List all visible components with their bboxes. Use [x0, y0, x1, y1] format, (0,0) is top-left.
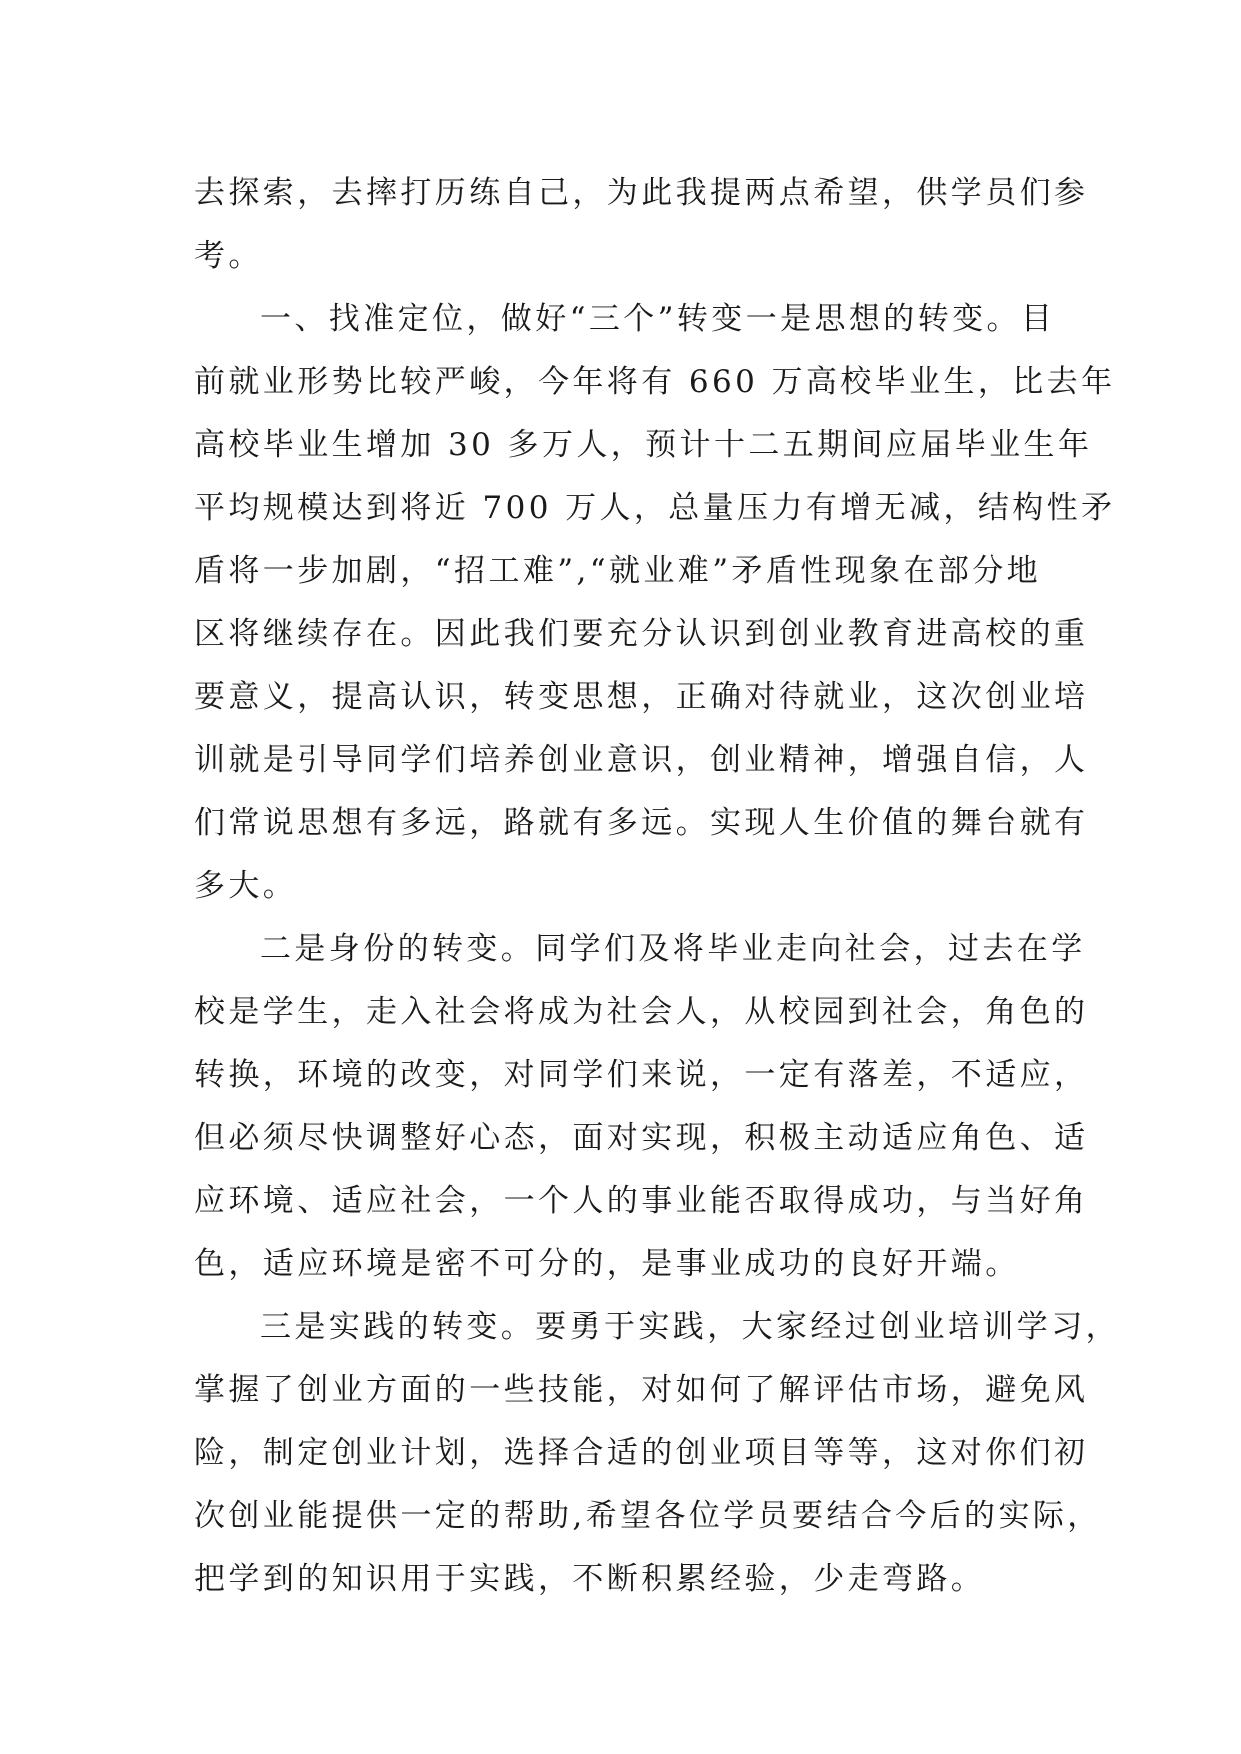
text-line: 应环境、适应社会，一个人的事业能否取得成功，与当好角	[194, 1183, 1089, 1219]
text-line: 前就业形势比较严峻，今年将有 660 万高校毕业生，比去年	[194, 364, 1116, 400]
text-line: 考。	[194, 238, 263, 274]
text-line: 校是学生，走入社会将成为社会人，从校园到社会，角色的	[194, 994, 1089, 1030]
paragraph-start-line: 三是实践的转变。要勇于实践，大家经过创业培训学习，	[260, 1309, 1120, 1345]
text-line: 次创业能提供一定的帮助,希望各位学员要结合今后的实际，	[194, 1498, 1102, 1534]
paragraph-start-line: 二是身份的转变。同学们及将毕业走向社会，过去在学	[260, 931, 1086, 967]
text-line: 区将继续存在。因此我们要充分认识到创业教育进高校的重	[194, 616, 1089, 652]
text-line: 色，适应环境是密不可分的，是事业成功的良好开端。	[194, 1246, 1020, 1282]
text-line: 把学到的知识用于实践，不断积累经验，少走弯路。	[194, 1561, 986, 1597]
text-line: 但必须尽快调整好心态，面对实现，积极主动适应角色、适	[194, 1120, 1089, 1156]
text-line: 训就是引导同学们培养创业意识，创业精神，增强自信，人	[194, 742, 1089, 778]
paragraph-start-line: 一、找准定位，做好“三个”转变一是思想的转变。目	[260, 301, 1056, 337]
text-line: 要意义，提高认识，转变思想，正确对待就业，这次创业培	[194, 679, 1089, 715]
text-line: 高校毕业生增加 30 多万人，预计十二五期间应届毕业生年	[194, 427, 1093, 463]
text-line: 掌握了创业方面的一些技能，对如何了解评估市场，避免风	[194, 1372, 1089, 1408]
text-line: 多大。	[194, 868, 298, 904]
text-line: 转换，环境的改变，对同学们来说，一定有落差，不适应，	[194, 1057, 1089, 1093]
text-line: 盾将一步加剧，“招工难”,“就业难”矛盾性现象在部分地	[194, 553, 1042, 589]
text-line: 险，制定创业计划，选择合适的创业项目等等，这对你们初	[194, 1435, 1089, 1471]
text-line: 平均规模达到将近 700 万人，总量压力有增无减，结构性矛	[194, 490, 1116, 526]
document-body	[194, 162, 1120, 1611]
text-line: 们常说思想有多远，路就有多远。实现人生价值的舞台就有	[194, 805, 1089, 841]
text-line: 去探索，去摔打历练自己，为此我提两点希望，供学员们参	[194, 175, 1089, 211]
